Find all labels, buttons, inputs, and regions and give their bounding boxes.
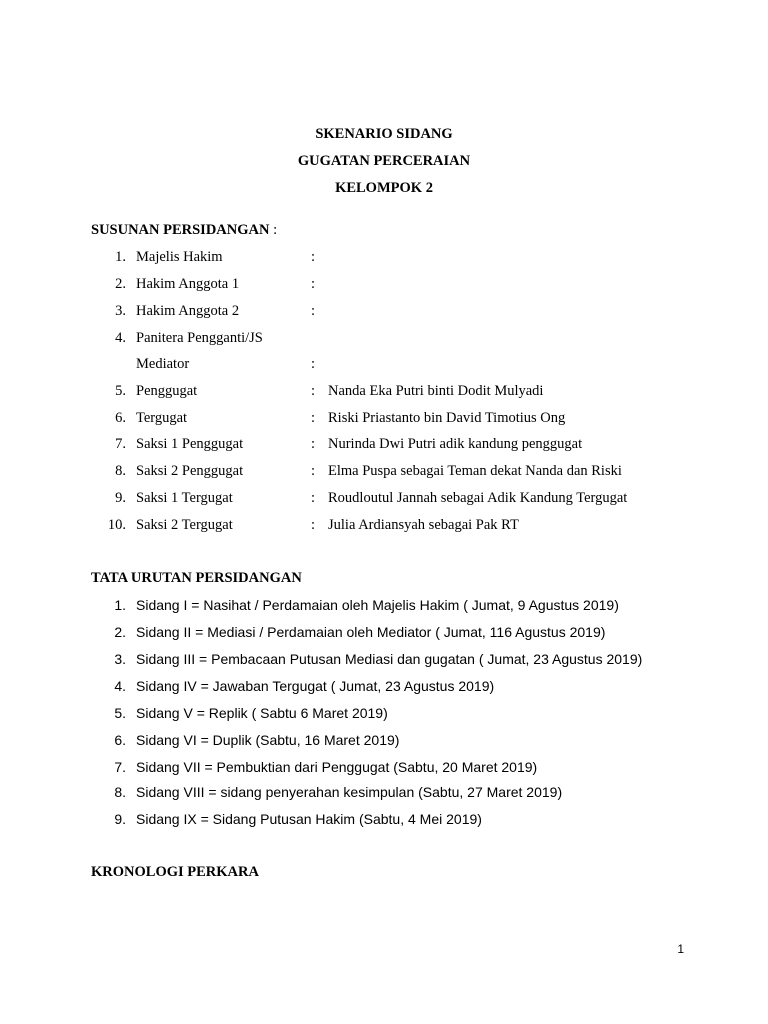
item-colon: : bbox=[311, 490, 316, 506]
item-text: Sidang VII = Pembuktian dari Penggugat (Sabtu, 20 Maret 2019) bbox=[136, 759, 538, 775]
item-number: 3. bbox=[115, 303, 126, 319]
item-value: Riski Priastanto bin David Timotius Ong bbox=[328, 410, 566, 426]
item-colon: : bbox=[311, 356, 316, 372]
item-number: 1. bbox=[114, 597, 126, 613]
item-value: Julia Ardiansyah sebagai Pak RT bbox=[328, 517, 519, 533]
item-number: 1. bbox=[115, 249, 126, 265]
item-label: Hakim Anggota 1 bbox=[136, 276, 240, 292]
item-number: 6. bbox=[114, 732, 126, 748]
item-text: Sidang V = Replik ( Sabtu 6 Maret 2019) bbox=[136, 705, 388, 721]
item-colon: : bbox=[311, 517, 316, 533]
item-number: 7. bbox=[114, 759, 126, 775]
item-number: 6. bbox=[115, 410, 126, 426]
item-number: 2. bbox=[115, 276, 126, 292]
item-number: 10. bbox=[107, 517, 126, 533]
item-colon: : bbox=[311, 276, 316, 292]
item-label: Mediator bbox=[136, 356, 190, 372]
item-colon: : bbox=[311, 410, 316, 426]
item-colon: : bbox=[311, 249, 316, 265]
item-value: Roudloutul Jannah sebagai Adik Kandung Tergugat bbox=[328, 490, 628, 506]
item-number: 8. bbox=[114, 784, 126, 800]
item-text: Sidang I = Nasihat / Perdamaian oleh Majelis Hakim ( Jumat, 9 Agustus 2019) bbox=[136, 597, 619, 613]
item-colon: : bbox=[311, 383, 316, 399]
item-label: Saksi 1 Penggugat bbox=[136, 436, 244, 452]
item-number: 3. bbox=[114, 651, 126, 667]
item-text: Sidang IV = Jawaban Tergugat ( Jumat, 23 Agustus 2019) bbox=[136, 678, 495, 694]
item-number: 5. bbox=[114, 705, 126, 721]
item-colon: : bbox=[311, 436, 316, 452]
item-number: 8. bbox=[115, 463, 126, 479]
item-value: Elma Puspa sebagai Teman dekat Nanda dan Riski bbox=[328, 463, 622, 479]
item-value: Nurinda Dwi Putri adik kandung penggugat bbox=[328, 436, 583, 452]
tata-heading: TATA URUTAN PERSIDANGAN bbox=[91, 570, 302, 586]
susunan-heading-colon: : bbox=[269, 222, 278, 238]
item-value: Nanda Eka Putri binti Dodit Mulyadi bbox=[328, 383, 544, 399]
item-text: Sidang VIII = sidang penyerahan kesimpulan (Sabtu, 27 Maret 2019) bbox=[136, 784, 563, 800]
item-label: Saksi 2 Tergugat bbox=[136, 517, 233, 533]
item-label: Majelis Hakim bbox=[136, 249, 223, 265]
kronologi-heading: KRONOLOGI PERKARA bbox=[91, 864, 259, 880]
page-number: 1 bbox=[677, 942, 684, 956]
item-number: 4. bbox=[114, 678, 126, 694]
susunan-heading-text: SUSUNAN PERSIDANGAN bbox=[91, 222, 270, 238]
item-text: Sidang VI = Duplik (Sabtu, 16 Maret 2019) bbox=[136, 732, 400, 748]
item-label: Saksi 2 Penggugat bbox=[136, 463, 244, 479]
item-colon: : bbox=[311, 463, 316, 479]
item-text: Sidang II = Mediasi / Perdamaian oleh Mediator ( Jumat, 116 Agustus 2019) bbox=[136, 624, 606, 640]
item-label: Tergugat bbox=[136, 410, 188, 426]
item-number: 2. bbox=[114, 624, 126, 640]
susunan-heading bbox=[91, 220, 277, 240]
item-number: 9. bbox=[115, 490, 126, 506]
title-line-3: KELOMPOK 2 bbox=[335, 180, 433, 196]
item-label: Panitera Pengganti/JS bbox=[136, 330, 263, 346]
item-label: Hakim Anggota 2 bbox=[136, 303, 240, 319]
item-label: Saksi 1 Tergugat bbox=[136, 490, 233, 506]
item-colon: : bbox=[311, 303, 316, 319]
item-number: 7. bbox=[115, 436, 126, 452]
item-text: Sidang III = Pembacaan Putusan Mediasi dan gugatan ( Jumat, 23 Agustus 2019) bbox=[136, 651, 643, 667]
item-number: 4. bbox=[115, 330, 126, 346]
item-label: Penggugat bbox=[136, 383, 198, 399]
item-number: 5. bbox=[115, 383, 126, 399]
item-text: Sidang IX = Sidang Putusan Hakim (Sabtu, 4 Mei 2019) bbox=[136, 811, 482, 827]
title-line-1: SKENARIO SIDANG bbox=[315, 126, 453, 142]
item-number: 9. bbox=[114, 811, 126, 827]
title-line-2: GUGATAN PERCERAIAN bbox=[297, 153, 471, 169]
document-title bbox=[0, 121, 768, 202]
